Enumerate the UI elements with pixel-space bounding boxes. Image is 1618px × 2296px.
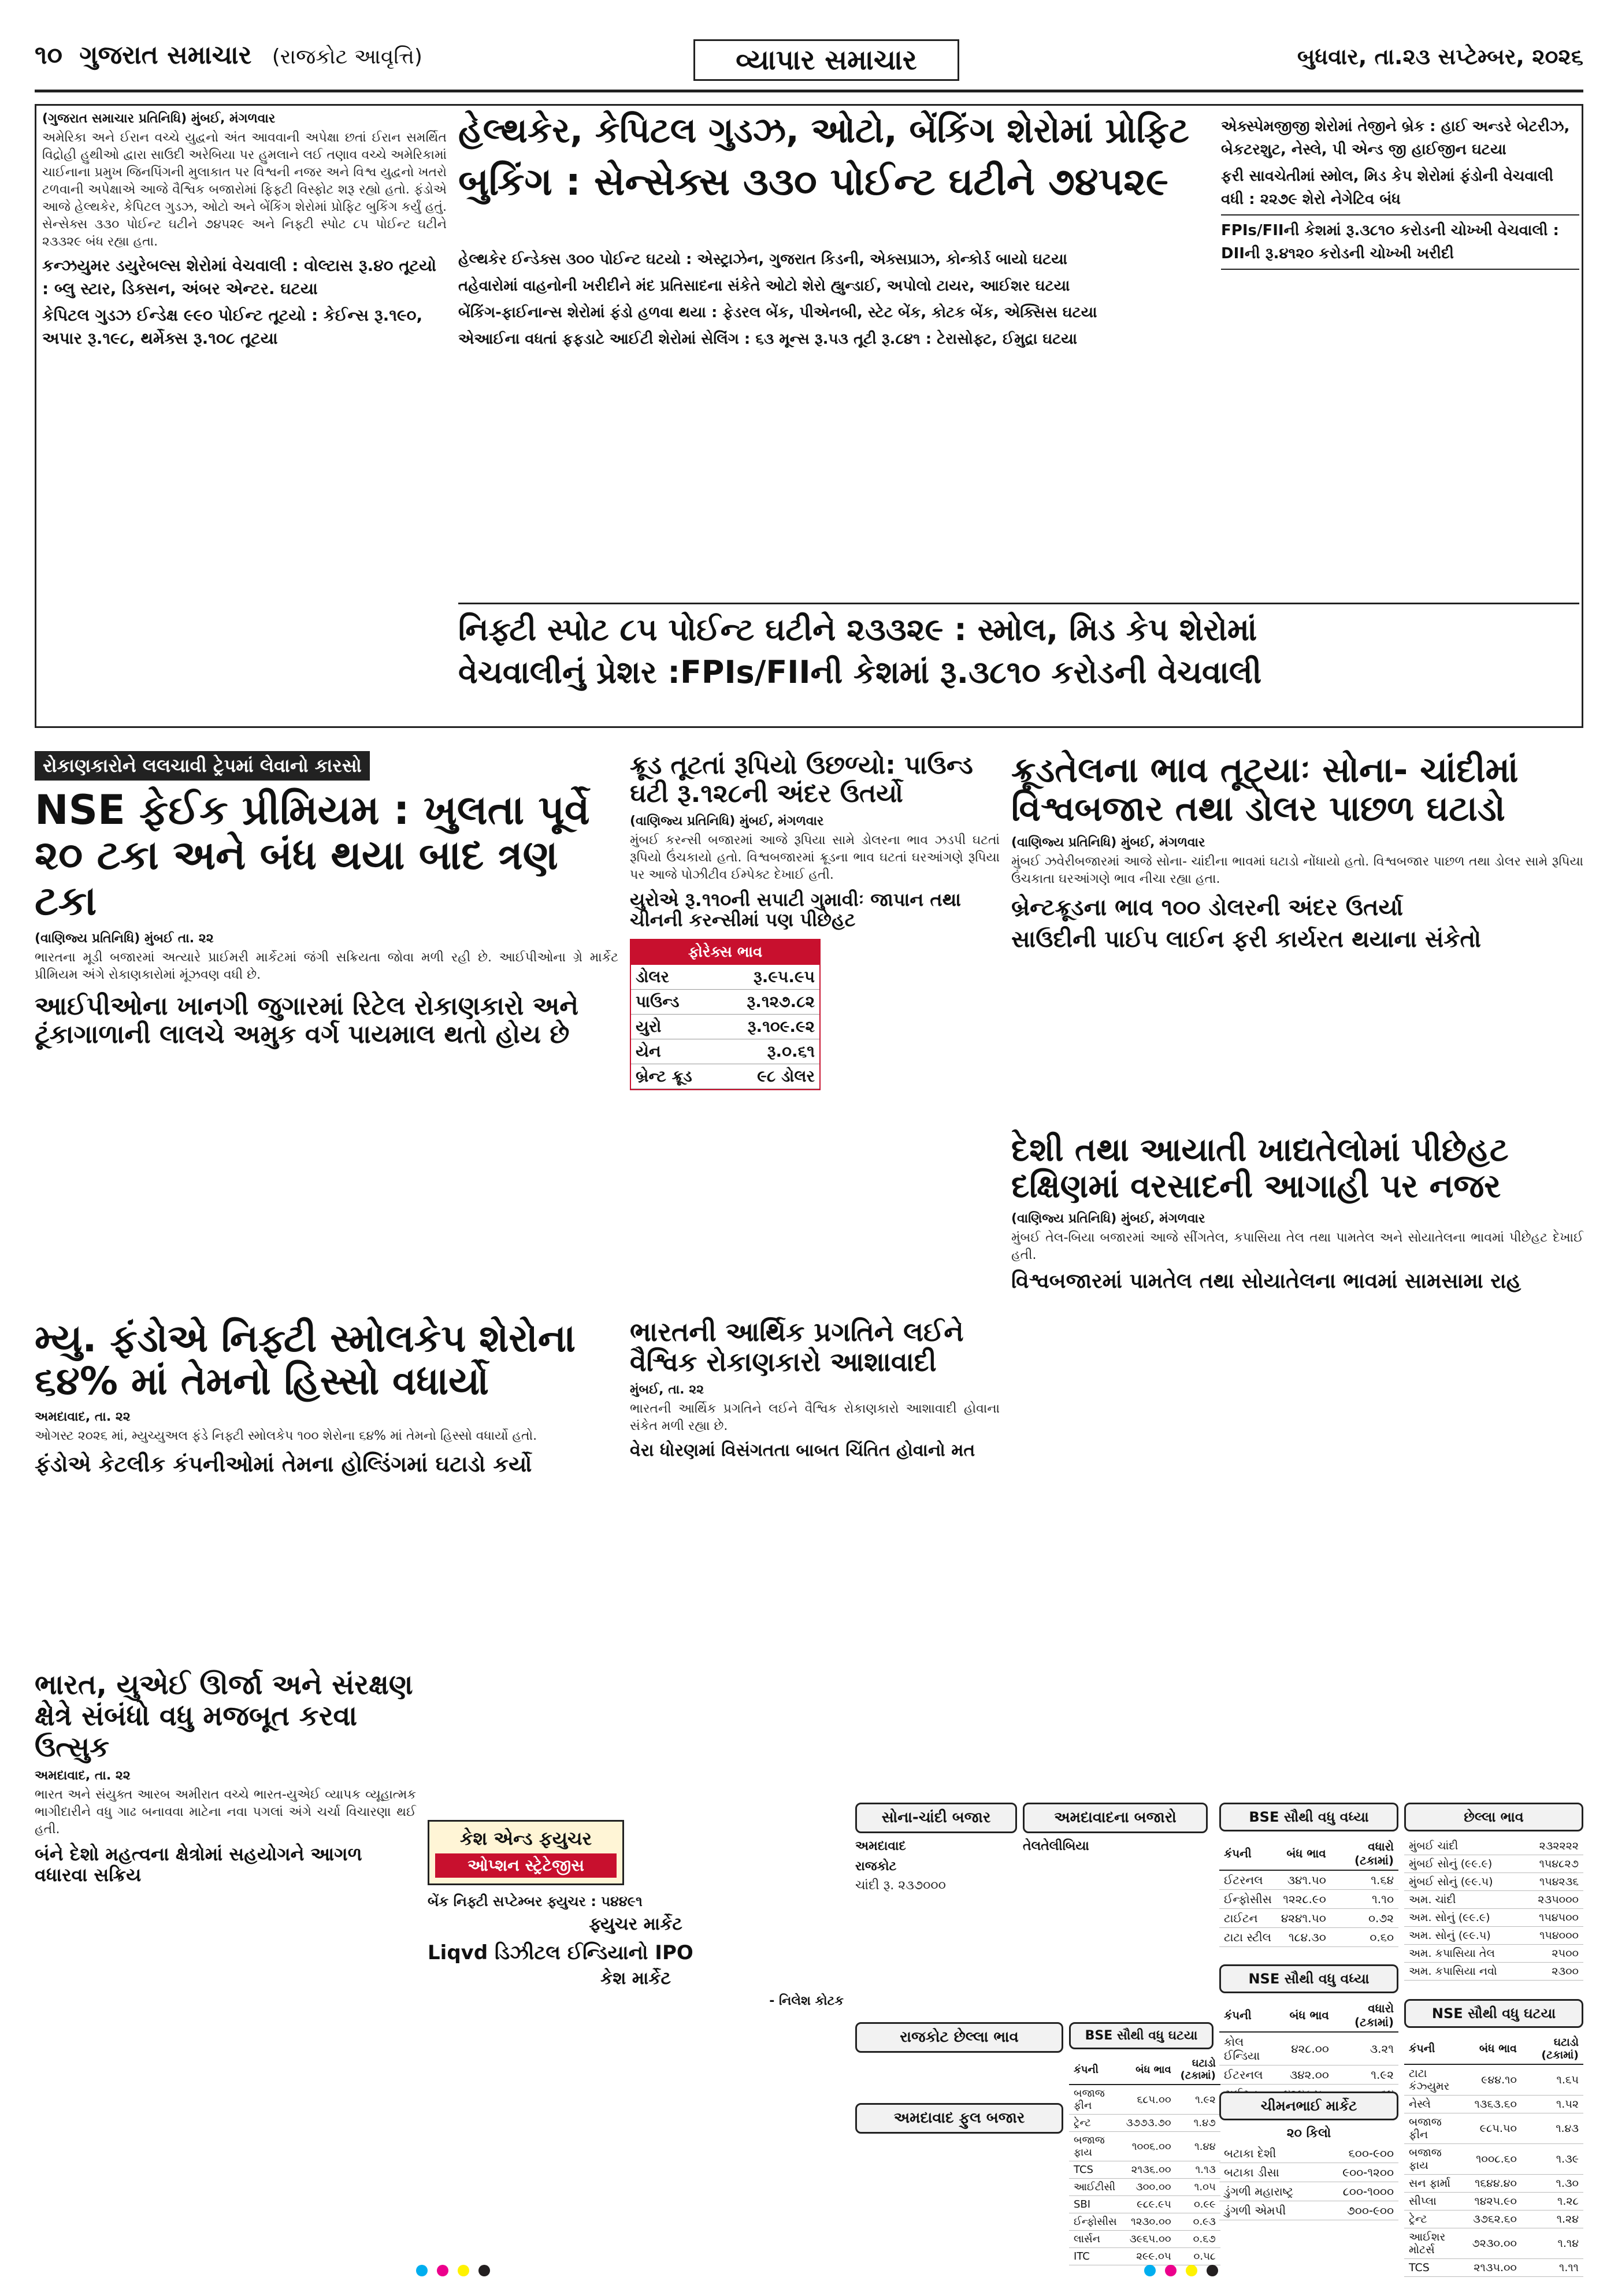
item-value: ૨૫૦૦ bbox=[1523, 1945, 1583, 1963]
registration-marks-right bbox=[1144, 2265, 1218, 2276]
mf-story bbox=[35, 1317, 618, 1652]
chimanbhai-grid bbox=[1219, 2144, 1398, 2220]
company-name: ઈટરનલ bbox=[1219, 2065, 1279, 2085]
india-econ-byline: મુંબઈ, તા. ૨૨ bbox=[630, 1383, 704, 1398]
chimanbhai-unit: ૨૦ કિલો bbox=[1286, 2126, 1331, 2141]
india-econ-body: ભારતની આર્થિક પ્રગતિને લઈને વૈશ્વિક રોકાણકારો આશાવાદી હોવાના સંકેત મળી રહ્યા છે. bbox=[630, 1402, 1000, 1434]
item-value: ૭૦૦-૯૦૦ bbox=[1320, 2201, 1398, 2220]
india-econ-sub: વેરા ધોરણમાં વિસંગતતા બાબત ચિંતિત હોવાનો મત bbox=[630, 1440, 975, 1461]
cash-title: કેશ માર્કેટ bbox=[600, 1968, 671, 1989]
company-name: SBI bbox=[1069, 2196, 1122, 2213]
gold-silver-value: ૨૩૭૦૦૦ bbox=[898, 1878, 946, 1893]
edible-byline: (વાણિજ્ય પ્રતિનિધિ) મુંબઈ, મંગળવાર bbox=[1011, 1212, 1205, 1227]
bse-down-table bbox=[1069, 2022, 1216, 2262]
futures-box-tag: ઓપ્શન સ્ટ્રેટેજીસ bbox=[435, 1853, 617, 1878]
close-price: ૭૨૩૦.૦૦ bbox=[1468, 2228, 1521, 2259]
change-percent: ૧.૩૦ bbox=[1521, 2175, 1583, 2193]
close-price: ૩૭૬૨.૬૦ bbox=[1468, 2210, 1521, 2228]
company-name: સીપ્લા bbox=[1404, 2193, 1468, 2210]
rupee-headline: ક્રૂડ તૂટતાં રૂપિયો ઉછળ્યો: પાઉન્ડ ઘટી રૂ.૧૨૮ની અંદર ઉતર્યો bbox=[630, 751, 973, 809]
nse-down-grid bbox=[1404, 2034, 1583, 2277]
table-row bbox=[1219, 2032, 1398, 2065]
table-row bbox=[1219, 2144, 1398, 2163]
company-name: બજાજ ફાય bbox=[1404, 2144, 1468, 2175]
paper-name: ગુજરાત સમાચાર bbox=[79, 40, 252, 70]
close-price: ૧૮૪.૩૦ bbox=[1276, 1928, 1331, 1947]
table-row bbox=[1219, 1870, 1398, 1890]
company-name: ઈન્ફોસીસ bbox=[1069, 2213, 1122, 2231]
close-price: ૪૨૮.૦૦ bbox=[1279, 2032, 1334, 2065]
edible-sub: વિશ્વબજારમાં પામતેલ તથા સોયાતેલના ભાવમાં સામસામા રાહ bbox=[1011, 1269, 1521, 1294]
table-row bbox=[1069, 2248, 1220, 2265]
forex-table bbox=[631, 965, 819, 1089]
company-name: ITC bbox=[1069, 2248, 1122, 2265]
table-row bbox=[1404, 2210, 1583, 2228]
close-price: ૩૪૨.૦૦ bbox=[1279, 2065, 1334, 2085]
item-name: ડુંગળી એમપી bbox=[1219, 2201, 1320, 2220]
item-value: રૂ.૯૫.૯૫ bbox=[718, 965, 819, 990]
table-row bbox=[1219, 1909, 1398, 1928]
gold-title: સોના-ચાંદી બજાર bbox=[855, 1803, 1017, 1833]
table-row bbox=[1404, 1891, 1583, 1909]
table-row bbox=[1069, 2161, 1220, 2179]
item-value: ૨૩૫૦૦૦ bbox=[1523, 1891, 1583, 1909]
lead-headline-2: બુકિંગ : સેન્સેક્સ ૩૩૦ પોઈન્ટ ઘટીને ૭૪૫૨૯ bbox=[458, 159, 1168, 205]
company-name: કોલ ઈન્ડિયા bbox=[1219, 2032, 1279, 2065]
section-title: વ્યાપાર સમાચાર bbox=[693, 39, 959, 81]
company-name: બજાજ ફાય bbox=[1069, 2132, 1122, 2161]
lead-headline-1: હેલ્થકેર, કેપિટલ ગુડઝ, ઓટો, બેંકિંગ શેરોમાં પ્રોફિટ bbox=[458, 110, 1189, 151]
change-percent: ૧.૬૫ bbox=[1521, 2064, 1583, 2096]
change-percent: ૧.૧૪ bbox=[1521, 2228, 1583, 2259]
company-name: આઈશર મોટર્સ bbox=[1404, 2228, 1468, 2259]
item-name: અમ. કપાસિયા તેલ bbox=[1404, 1945, 1523, 1963]
futures-box-title: કેશ એન્ડ ફયુચર bbox=[459, 1827, 592, 1849]
close-price: ૧૨૨૮.૯૦ bbox=[1276, 1890, 1331, 1909]
close-price: ૧૪૨૫.૯૦ bbox=[1468, 2193, 1521, 2210]
magenta-dot bbox=[1165, 2265, 1177, 2276]
nse-up-grid bbox=[1219, 1999, 1398, 2104]
change-percent: ૦.૯૩ bbox=[1176, 2213, 1220, 2231]
column-header: કંપની bbox=[1219, 1837, 1276, 1870]
bse-down-title: BSE સૌથી વધુ ઘટયા bbox=[1069, 2022, 1214, 2049]
close-price: ૧૩૬૩.૬૦ bbox=[1468, 2096, 1521, 2113]
last-price-grid bbox=[1404, 1837, 1583, 1981]
company-name: ઈન્ફોસીસ bbox=[1219, 1890, 1276, 1909]
company-name: બજાજ ફીન bbox=[1069, 2085, 1122, 2115]
close-price: ૩૭૭૩.૭૦ bbox=[1122, 2115, 1176, 2132]
table-row bbox=[1404, 1963, 1583, 1981]
table-row bbox=[631, 1064, 819, 1089]
change-percent: ૧.૨૪ bbox=[1521, 2210, 1583, 2228]
close-price: ૧૨૩૦.૦૦ bbox=[1122, 2213, 1176, 2231]
item-name: અમ. સોનું (૯૯.૫) bbox=[1404, 1927, 1523, 1945]
nse-byline: (વાણિજ્ય પ્રતિનિધિ) મુંબઈ તા. ૨૨ bbox=[35, 931, 214, 946]
close-price: ૧૦૦૬.૦૦ bbox=[1122, 2132, 1176, 2161]
futures-badge bbox=[428, 1820, 624, 1885]
change-percent: ૧.૯૨ bbox=[1176, 2085, 1220, 2115]
last-price-title: છેલ્લા ભાવ bbox=[1404, 1803, 1583, 1831]
column-header: વધારો (ટકામાં) bbox=[1334, 1999, 1398, 2032]
change-percent: ૦.૬૦ bbox=[1331, 1928, 1398, 1947]
table-row bbox=[1404, 1945, 1583, 1963]
table-row bbox=[1069, 2196, 1220, 2213]
item-name: યુરો bbox=[631, 1015, 718, 1039]
lead-left-column bbox=[42, 112, 447, 718]
lead-mid-columns bbox=[458, 244, 1209, 597]
item-name: મુંબઈ ચાંદી bbox=[1404, 1837, 1523, 1855]
company-name: બજાજ ફીન bbox=[1404, 2113, 1468, 2144]
company-name: TCS bbox=[1069, 2161, 1122, 2179]
table-row bbox=[1404, 1927, 1583, 1945]
futures-title: ફ્યુચર માર્કેટ bbox=[589, 1914, 682, 1934]
gold-silver-label: ચાંદી રૂ. bbox=[855, 1878, 895, 1893]
lead-sub-healthcare: હેલ્થકેર ઈન્ડેક્સ ૩૦૦ પોઈન્ટ ઘટયો : એસ્ટ્રાઝેન, ગુજરાત કિડની, એક્સપ્રાઝ, કોન્કોર્ડ બાયો ઘટયા bbox=[458, 251, 1067, 268]
table-row bbox=[1404, 1873, 1583, 1891]
issue-date: બુધવાર, તા.૨૩ સપ્ટેમ્બર, ૨૦૨૬ bbox=[1297, 44, 1583, 69]
oil-headline: ક્રૂડતેલના ભાવ તૂટ્યાઃ સોના- ચાંદીમાં વિશ્વબજાર તથા ડોલર પાછળ ઘટાડો bbox=[1011, 750, 1519, 830]
item-value: રૂ.૦.૬૧ bbox=[718, 1039, 819, 1064]
change-percent: ૧.૫૨ bbox=[1521, 2096, 1583, 2113]
table-row bbox=[1069, 2132, 1220, 2161]
table-row bbox=[1404, 1909, 1583, 1927]
item-name: પાઉન્ડ bbox=[631, 990, 718, 1015]
rajkot-last-title: રાજકોટ છેલ્લા ભાવ bbox=[855, 2022, 1063, 2053]
close-price: ૯૮૯.૯૫ bbox=[1122, 2196, 1176, 2213]
item-name: ડુંગળી મહારાષ્ટ્ર bbox=[1219, 2182, 1320, 2201]
change-percent: ૧.૪૩ bbox=[1521, 2113, 1583, 2144]
lead-story-frame bbox=[35, 104, 1583, 728]
change-percent: ૧.૦૫ bbox=[1176, 2179, 1220, 2196]
change-percent: ૦.૭૨ bbox=[1331, 1909, 1398, 1928]
table-row bbox=[1404, 2175, 1583, 2193]
table-row bbox=[1069, 2179, 1220, 2196]
item-name: મુંબઈ સોનું (૯૯.૫) bbox=[1404, 1873, 1523, 1891]
nse-up-title: NSE સૌથી વધુ વધ્યા bbox=[1219, 1964, 1398, 1993]
lead-sub-consumer: કન્ઝયુમર ડયુરેબલ્સ શેરોમાં વેચવાલી : વોલ્ટાસ રૂ.૪૦ તૂટયો : બ્લુ સ્ટાર, ડિક્સન, અંબર એન્ટર. ઘટયા bbox=[42, 256, 437, 298]
close-price: ૯૮૫.૫૦ bbox=[1468, 2113, 1521, 2144]
lead-banner-1: નિફ્ટી સ્પોટ ૮૫ પોઈન્ટ ઘટીને ૨૩૩૨૯ : સ્મોલ, મિડ કેપ શેરોમાં bbox=[458, 611, 1257, 648]
table-row bbox=[631, 965, 819, 990]
change-percent: ૧.૬૪ bbox=[1331, 1870, 1398, 1890]
lead-byline: (ગુજરાત સમાચાર પ્રતિનિધિ) મુંબઈ, મંગળવાર bbox=[42, 112, 276, 126]
table-row bbox=[1069, 2231, 1220, 2248]
item-value: ૧૫૪૨૩૬ bbox=[1523, 1873, 1583, 1891]
item-name: અમ. ચાંદી bbox=[1404, 1891, 1523, 1909]
table-row bbox=[631, 990, 819, 1015]
uae-byline: અમદાવાદ, તા. ૨૨ bbox=[35, 1769, 131, 1784]
mf-sub: ફંડોએ કેટલીક કંપનીઓમાં તેમના હોલ્ડિંગમાં ઘટાડો કર્યો bbox=[35, 1451, 532, 1477]
rupee-sub: યુરોએ રૂ.૧૧૦ની સપાટી ગુમાવીઃ જાપાન તથા ચીનની કરન્સીમાં પણ પીછેહટ bbox=[630, 888, 961, 931]
lead-body: અમેરિકા અને ઈરાન વચ્ચે યુદ્વનો અંત આવવાની અપેક્ષા છતાં ઈરાન સમર્થિત વિદ્રોહી હુથીઓ દ્વારા સાઉદી અરેબિયા પર હુમલાને લઈ તણાવ વચ્ચે અમેરિકામાં ચાઈનાના પ્રમુખ જિનપિંગની મુલાકાત પર વિશ્વની નજર અને વિશ્વ યુદ્વનો ખતરો ટળવાની અપેક્ષાએ આજે વૈશ્વિક બજારોમાં ફિફ્ટી વિસ્ફોટ શરૂ રહ્યો હતો. ફંડોએ આજે હેલ્થકેર, કેપિટલ ગુડઝ, ઓટો અને બેંકિંગ શેરોમાં પ્રોફિટ બુકિંગ કર્યું હતું. સેન્સેક્સ ૩૩૦ પોઈન્ટ ઘટીને ૭૪૫૨૯ અને નિફ્ટી સ્પોટ ૮૫ પોઈન્ટ ઘટીને ૨૩૩૨૯ બંધ રહ્યા હતા. bbox=[42, 131, 447, 249]
gold-market bbox=[855, 1803, 1017, 2011]
company-name: સન ફાર્મા bbox=[1404, 2175, 1468, 2193]
table-row bbox=[1219, 2163, 1398, 2182]
bse-up-grid bbox=[1219, 1837, 1398, 1947]
close-price: ૧૬૪૪.૪૦ bbox=[1468, 2175, 1521, 2193]
change-percent: ૧.૪૭ bbox=[1176, 2115, 1220, 2132]
rajkot-last bbox=[855, 2022, 1063, 2091]
bse-up-title: BSE સૌથી વધુ વધ્યા bbox=[1219, 1803, 1398, 1831]
cyan-dot bbox=[1144, 2265, 1156, 2276]
flower-market bbox=[855, 2103, 1063, 2172]
nse-headline: NSE ફેઈક પ્રીમિયમ : ખુલતા પૂર્વે ૨૦ ટકા અને બંધ થયા બાદ ત્રણ ટકા bbox=[35, 786, 590, 924]
change-percent: ૧.૧૧ bbox=[1521, 2259, 1583, 2277]
change-percent: ૩.૨૧ bbox=[1334, 2032, 1398, 2065]
item-value: ૧૫૪૫૦૦ bbox=[1523, 1909, 1583, 1927]
change-percent: ૧.૨૮ bbox=[1521, 2193, 1583, 2210]
ahmedabad-oil-label: તેલતેલીબિયા bbox=[1023, 1839, 1089, 1853]
item-value: ૮૦૦-૧૦૦૦ bbox=[1320, 2182, 1398, 2201]
company-name: આઈટીસી bbox=[1069, 2179, 1122, 2196]
edible-body: મુંબઈ તેલ-બિયા બજારમાં આજે સીંગતેલ, કપાસિયા તેલ તથા પામતેલ અને સોયાતેલના ભાવમાં પીછેહટ દેખાઈ હતી. bbox=[1011, 1231, 1583, 1263]
change-percent: ૦.૯૯ bbox=[1176, 2196, 1220, 2213]
table-row bbox=[1404, 2096, 1583, 2113]
close-price: ૪૨૪૧.૫૦ bbox=[1276, 1909, 1331, 1928]
bse-down-grid bbox=[1069, 2055, 1220, 2265]
close-price: ૩૪૧.૫૦ bbox=[1276, 1870, 1331, 1890]
table-row bbox=[1404, 2259, 1583, 2277]
mf-body: ઓગસ્ટ ૨૦૨૬ માં, મ્યુચ્યુઅલ ફંડે નિફ્ટી સ્મોલકેપ ૧૦૦ શેરોના ૬૪% માં તેમનો હિસ્સો વધાર્યો હતો. bbox=[35, 1428, 537, 1443]
table-row bbox=[1404, 2113, 1583, 2144]
masthead bbox=[35, 35, 1583, 92]
column-header: વધારો (ટકામાં) bbox=[1331, 1837, 1398, 1870]
table-row bbox=[631, 1039, 819, 1064]
lead-sub-fpi: FPIs/FIIની કેશમાં રૂ.૩૮૧૦ કરોડની ચોખ્ખી વેચવાલી : DIIની રૂ.૪૧૨૦ કરોડની ચોખ્ખી ખરીદી bbox=[1221, 214, 1579, 270]
item-value: ૯૮ ડોલર bbox=[718, 1064, 819, 1089]
close-price: ૩૦૦.૦૦ bbox=[1122, 2179, 1176, 2196]
table-row bbox=[1404, 2228, 1583, 2259]
nse-sub: આઈપીઓના ખાનગી જુગારમાં રિટેલ રોકાણકારો અને ટૂંકાગાળાની લાલચે અમુક વર્ગ પાયમાલ થતો હોય છે bbox=[35, 991, 579, 1050]
item-value: ૧૫૪૮૨૭ bbox=[1523, 1855, 1583, 1873]
close-price: ૨૧૩૬.૦૦ bbox=[1122, 2161, 1176, 2179]
table-row bbox=[1404, 2193, 1583, 2210]
ahmedabad-title: અમદાવાદના બજારો bbox=[1023, 1803, 1208, 1833]
table-row bbox=[1404, 2064, 1583, 2096]
mf-byline: અમદાવાદ, તા. ૨૨ bbox=[35, 1409, 131, 1424]
item-name: યેન bbox=[631, 1039, 718, 1064]
change-percent: ૧.૧૦ bbox=[1331, 1890, 1398, 1909]
lead-banner-2: વેચવાલીનું પ્રેશર :FPIs/FIIની કેશમાં રૂ.૩૮૧૦ કરોડની વેચવાલી bbox=[458, 654, 1262, 691]
company-name: ટાટા કંઝ્યુમર bbox=[1404, 2064, 1468, 2096]
column-header: બંધ ભાવ bbox=[1276, 1837, 1331, 1870]
flower-title: અમદાવાદ ફુલ બજાર bbox=[855, 2103, 1063, 2134]
table-row bbox=[631, 1015, 819, 1039]
close-price: ૩૯૬૫.૦૦ bbox=[1122, 2231, 1176, 2248]
item-name: ડોલર bbox=[631, 965, 718, 990]
lead-right-column bbox=[1221, 112, 1579, 597]
nse-down-table bbox=[1404, 1999, 1583, 2274]
oil-story bbox=[1011, 751, 1583, 1121]
rupee-byline: (વાણિજ્ય પ્રતિનિધિ) મુંબઈ, મંગળવાર bbox=[630, 813, 824, 829]
item-value: ૯૦૦-૧૨૦૦ bbox=[1320, 2163, 1398, 2182]
table-row bbox=[1219, 1928, 1398, 1947]
table-row bbox=[1219, 2065, 1398, 2085]
item-value: ૨૩૦૦ bbox=[1523, 1963, 1583, 1981]
item-name: અમ. સોનું (૯૯.૯) bbox=[1404, 1909, 1523, 1927]
item-value: ૨૩૨૨૨૨ bbox=[1523, 1837, 1583, 1855]
company-name: ઈટરનલ bbox=[1219, 1870, 1276, 1890]
chimanbhai-title: ચીમનભાઈ માર્કેટ bbox=[1219, 2091, 1398, 2120]
ipo-title: Liqvd ડિઝીટલ ઈન્ડિયાનો IPO bbox=[428, 1941, 693, 1964]
edition: (રાજકોટ આવૃત્તિ) bbox=[272, 45, 422, 69]
table-row bbox=[1219, 2182, 1398, 2201]
company-name: ટાઈટન bbox=[1219, 1909, 1276, 1928]
table-row bbox=[1404, 2144, 1583, 2175]
uae-headline: ભારત, યુએઈ ઊર્જા અને સંરક્ષણ ક્ષેત્રે સંબંધો વધુ મજબૂત કરવા ઉત્સુક bbox=[35, 1669, 413, 1763]
table-row bbox=[1069, 2213, 1220, 2231]
table-row bbox=[1219, 1890, 1398, 1909]
table-row bbox=[1069, 2115, 1220, 2132]
yellow-dot bbox=[1186, 2265, 1197, 2276]
nse-down-title: NSE સૌથી વધુ ઘટયા bbox=[1404, 1999, 1583, 2028]
column-header: બંધ ભાવ bbox=[1279, 1999, 1334, 2032]
nse-kicker: રોકાણકારોને લલચાવી ટ્રેપમાં લેવાનો કારસો bbox=[35, 751, 370, 781]
company-name: લાર્સન bbox=[1069, 2231, 1122, 2248]
close-price: ૨૯૯.૦૫ bbox=[1122, 2248, 1176, 2265]
item-value: રૂ.૧૦૯.૯૨ bbox=[718, 1015, 819, 1039]
close-price: ૨૧૩૫.૦૦ bbox=[1468, 2259, 1521, 2277]
company-name: ટ્રેન્ટ bbox=[1069, 2115, 1122, 2132]
mf-headline: મ્યુ. ફંડોએ નિફ્ટી સ્મોલકેપ શેરોના ૬૪% માં તેમનો હિસ્સો વધાર્યો bbox=[35, 1316, 576, 1403]
registration-marks-left bbox=[416, 2265, 490, 2276]
item-name: બ્રેન્ટ ક્રૂડ bbox=[631, 1064, 718, 1089]
cyan-dot bbox=[416, 2265, 428, 2276]
table-row bbox=[1404, 1855, 1583, 1873]
company-name: ટાટા સ્ટીલ bbox=[1219, 1928, 1276, 1947]
column-header: ઘટાડો (ટકામાં) bbox=[1176, 2055, 1220, 2085]
change-percent: ૧.૧૩ bbox=[1176, 2161, 1220, 2179]
uae-sub: બંને દેશો મહત્વના ક્ષેત્રોમાં સહયોગને આગળ વધારવા સક્રિય bbox=[35, 1843, 362, 1886]
lead-sub-auto: તહેવારોમાં વાહનોની ખરીદીને મંદ પ્રતિસાદના સંકેતે ઓટો શેરો હ્યુન્ડાઈ, અપોલો ટાયર, આઈશર ઘટયા bbox=[458, 277, 1070, 295]
yellow-dot bbox=[458, 2265, 469, 2276]
change-percent: ૧.૩૯ bbox=[1521, 2144, 1583, 2175]
close-price: ૯૪૪.૧૦ bbox=[1468, 2064, 1521, 2096]
futures-author: - નિલેશ કોટક bbox=[769, 1994, 844, 2009]
column-header: કંપની bbox=[1069, 2055, 1122, 2085]
india-econ-story bbox=[630, 1317, 1000, 1791]
company-name: TCS bbox=[1404, 2259, 1468, 2277]
lead-sub-smallcap: ફરી સાવચેતીમાં સ્મોલ, મિડ કેપ શેરોમાં ફંડોની વેચવાલી વધી : ૨૨૭૯ શેરો નેગેટિવ બંધ bbox=[1221, 168, 1554, 208]
oil-byline: (વાણિજ્ય પ્રતિનિધિ) મુંબઈ, મંગળવાર bbox=[1011, 835, 1205, 850]
company-name: નેસ્લે bbox=[1404, 2096, 1468, 2113]
item-name: અમ. કપાસિયા નવો bbox=[1404, 1963, 1523, 1981]
company-name: ટ્રેન્ટ bbox=[1404, 2210, 1468, 2228]
uae-body: ભારત અને સંયુક્ત આરબ અમીરાત વચ્ચે ભારત-યુએઈ વ્યાપક વ્યૂહાત્મક ભાગીદારીને વધુ ગાઢ બનાવવા માટેના નવા પગલાં અંગે ચર્ચા વિચારણા થઈ હતી. bbox=[35, 1788, 416, 1837]
lead-sub-banking: બેંકિંગ-ફાઈનાન્સ શેરોમાં ફંડો હળવા થયા : ફેડરલ બેંક, પીએનબી, સ્ટેટ બેંક, કોટક બેંક, એક્સિસ ઘટયા bbox=[458, 304, 1097, 321]
column-header: બંધ ભાવ bbox=[1468, 2034, 1521, 2064]
india-econ-headline: ભારતની આર્થિક પ્રગતિને લઈને વૈશ્વિક રોકાણકારો આશાવાદી bbox=[630, 1316, 964, 1377]
black-dot bbox=[478, 2265, 490, 2276]
change-percent: ૧.૯૨ bbox=[1334, 2065, 1398, 2085]
rupee-story bbox=[630, 751, 1000, 1306]
page-number: ૧૦ bbox=[35, 40, 63, 70]
chimanbhai-market bbox=[1219, 2091, 1398, 2247]
item-value: રૂ.૧૨૭.૮૨ bbox=[718, 990, 819, 1015]
nse-body: ભારતના મૂડી બજારમાં અત્યારે પ્રાઈમરી માર્કેટમાં જંગી સક્રિયતા જોવા મળી રહી છે. આઈપીઓના ગ્રે માર્કેટ પ્રીમિયમ અંગે રોકાણકારોમાં મૂંઝવણ વધી છે. bbox=[35, 950, 618, 983]
column-header: કંપની bbox=[1404, 2034, 1468, 2064]
change-percent: ૦.૬૭ bbox=[1176, 2231, 1220, 2248]
gold-rajkot: રાજકોટ bbox=[855, 1859, 897, 1874]
nse-story bbox=[35, 751, 618, 1306]
edible-headline: દેશી તથા આયાતી ખાદ્યતેલોમાં પીછેહટ દક્ષિણમાં વરસાદની આગાહી પર નજર bbox=[1011, 1131, 1509, 1205]
lead-banner bbox=[458, 603, 1579, 724]
item-name: બટાકા ડીસા bbox=[1219, 2163, 1320, 2182]
column-header: કંપની bbox=[1219, 1999, 1279, 2032]
item-value: ૬૦૦-૯૦૦ bbox=[1320, 2144, 1398, 2163]
lead-sub-fmcg: એક્સ્પેમજીજી શેરોમાં તેજીને બ્રેક : હાઈ અન્ડરે બેટરીઝ, બેકટરશુટ, નેસ્લે, પી એન્ડ જી હાઈજીન ઘટયા bbox=[1221, 118, 1570, 158]
forex-title: ફોરેક્સ ભાવ bbox=[631, 940, 819, 965]
table-row bbox=[1219, 2201, 1398, 2220]
bank-nifty: બેંક નિફ્ટી સપ્ટેમ્બર ફ્યુચર : ૫૪૪૯૧ bbox=[428, 1893, 643, 1909]
magenta-dot bbox=[437, 2265, 448, 2276]
table-row bbox=[1404, 1837, 1583, 1855]
item-name: મુંબઈ સોનું (૯૯.૯) bbox=[1404, 1855, 1523, 1873]
close-price: ૧૦૦૮.૬૦ bbox=[1468, 2144, 1521, 2175]
close-price: ૬૮૫.૦૦ bbox=[1122, 2085, 1176, 2115]
rupee-body: મુંબઈ કરન્સી બજારમાં આજે રૂપિયા સામે ડોલરના ભાવ ઝડપી ઘટતાં રૂપિયો ઉંચકાયો હતો. વિશ્વબજારમાં ક્રૂડના ભાવ ઘટતાં ઘરઆંગણે રૂપિયા પર આજે પોઝીટીવ ઈમ્પેક્ટ દેખાઈ હતી. bbox=[630, 833, 1000, 882]
lead-sub-capital-goods: કેપિટલ ગુડઝ ઈન્ડેક્ષ ૯૯૦ પોઈન્ટ તૂટયો : કેઈન્સ રૂ.૧૯૦, અપાર રૂ.૧૯૮, થર્મેક્સ રૂ.૧૦૮ તૂટયા bbox=[42, 306, 423, 348]
bse-up-table bbox=[1219, 1803, 1398, 1959]
change-percent: ૧.૪૪ bbox=[1176, 2132, 1220, 2161]
table-row bbox=[1069, 2085, 1220, 2115]
ahmedabad-markets bbox=[1023, 1803, 1208, 2011]
uae-story bbox=[35, 1670, 416, 2247]
oil-sub-1: બ્રેન્ટક્રૂડના ભાવ ૧૦૦ ડોલરની અંદર ઉતર્યા bbox=[1011, 894, 1404, 922]
edible-oil-story bbox=[1011, 1132, 1583, 1410]
lead-sub-it: એઆઈના વધતાં ફફડાટે આઈટી શેરોમાં સેલિંગ : ૬૩ મૂન્સ રૂ.૫૩ તૂટી રૂ.૮૪૧ : ટેરાસોફ્ટ, ઈમુદ્રા ઘટયા bbox=[458, 330, 1078, 348]
item-value: ૧૫૪૦૦૦ bbox=[1523, 1927, 1583, 1945]
black-dot bbox=[1207, 2265, 1218, 2276]
masthead-left bbox=[35, 40, 422, 70]
change-percent: ૦.૫૮ bbox=[1176, 2248, 1220, 2265]
last-price-table bbox=[1404, 1803, 1583, 1993]
gold-silver bbox=[855, 1877, 1017, 1894]
column-header: ઘટાડો (ટકામાં) bbox=[1521, 2034, 1583, 2064]
gold-city: અમદાવાદ bbox=[855, 1839, 906, 1853]
futures-column bbox=[428, 1820, 844, 2247]
lead-headline-area bbox=[458, 112, 1209, 239]
item-name: બટાકા દેશી bbox=[1219, 2144, 1320, 2163]
forex-box bbox=[630, 939, 821, 1090]
oil-body: મુંબઈ ઝવેરીબજારમાં આજે સોના- ચાંદીના ભાવમાં ઘટાડો નોંધાયો હતો. વિશ્વબજાર પાછળ તથા ડોલર સામે રૂપિયા ઉંચકાતા ઘરઆંગણે ભાવ નીચા રહ્યા હતા. bbox=[1011, 855, 1583, 887]
column-header: બંધ ભાવ bbox=[1122, 2055, 1176, 2085]
nse-up-table bbox=[1219, 1964, 1398, 2086]
oil-sub-2: સાઉદીની પાઈપ લાઈન ફરી કાર્યરત થયાના સંકેતો bbox=[1011, 926, 1482, 953]
